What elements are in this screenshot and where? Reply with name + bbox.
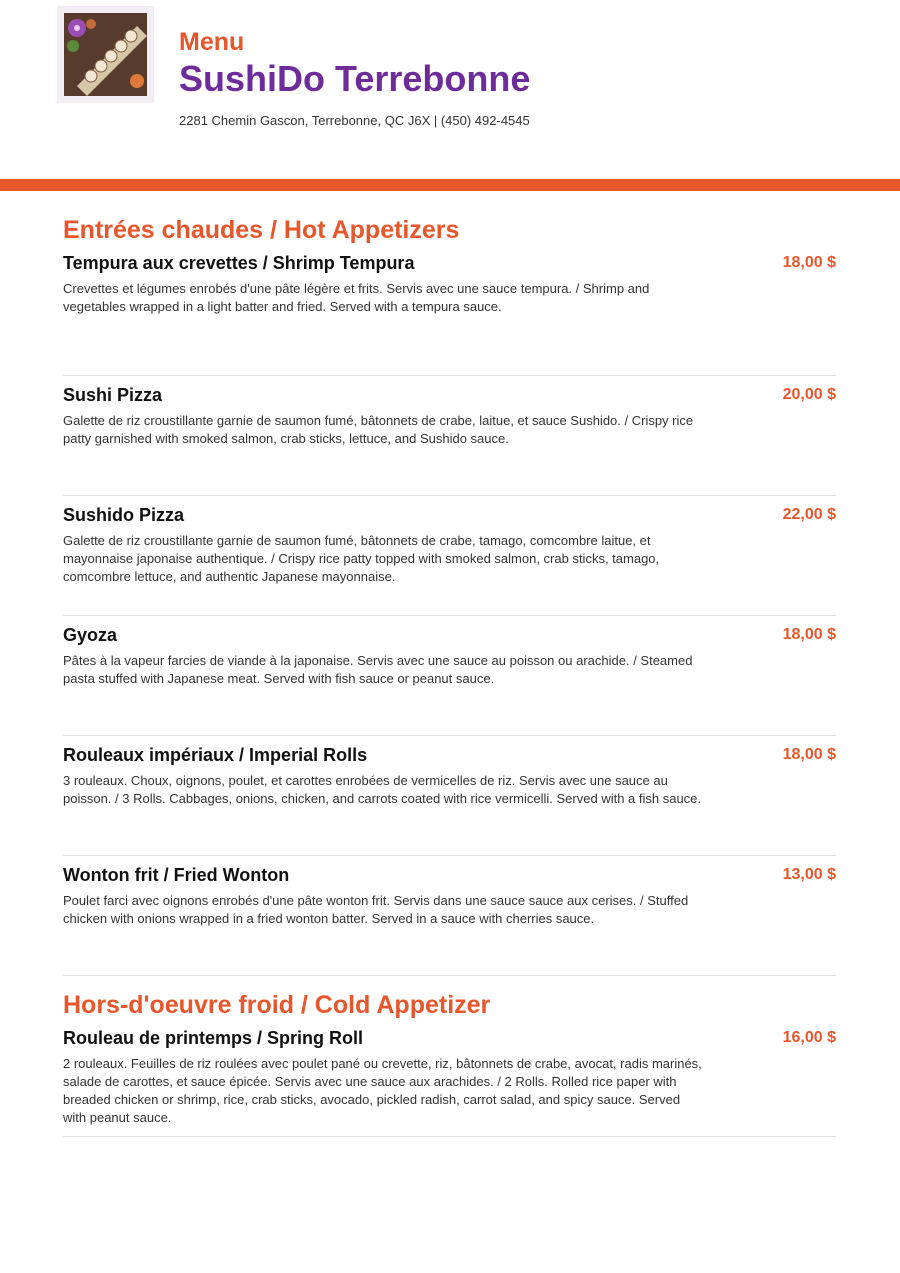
item-price: 18,00 $ (782, 626, 836, 643)
menu-item (63, 743, 836, 856)
section-title: Hors-d'oeuvre froid / Cold Appetizer (63, 991, 491, 1019)
item-price: 13,00 $ (782, 866, 836, 883)
item-name: Gyoza (63, 625, 118, 645)
section-title: Entrées chaudes / Hot Appetizers (63, 216, 460, 244)
item-name: Wonton frit / Fried Wonton (63, 865, 290, 885)
menu-section-cold-appetizer (63, 989, 836, 1137)
restaurant-name: SushiDo Terrebonne (179, 58, 531, 99)
item-description: 2 rouleaux. Feuilles de riz roulées avec poulet pané ou crevette, riz, bâtonnets de crabe, avocat, radis marinés, salade de carottes, et sauce épicée. Servis avec une sauce aux arachides. / 2 Rolls. Rolled rice paper with breaded chicken or shrimp, rice, crab sticks, avocado, pickled radish, carrot salad, and spicy sauce. Served with peanut sauce. (63, 1056, 702, 1125)
menu-item (63, 503, 836, 616)
menu-section-hot-appetizers (63, 214, 836, 976)
menu-item (63, 383, 836, 496)
menu-item (63, 623, 836, 736)
restaurant-address: 2281 Chemin Gascon, Terrebonne, QC J6X | (450) 492-4545 (179, 113, 530, 128)
item-description: 3 rouleaux. Choux, oignons, poulet, et carottes enrobées de vermicelles de riz. Servis avec une sauce au poisson. / 3 Rolls. Cabbages, onions, chicken, and carrots coated with rice vermicelli. Served with a fish sauce. (63, 773, 702, 806)
menu-item (63, 1026, 836, 1137)
menu-label: Menu (179, 28, 245, 56)
item-description: Galette de riz croustillante garnie de saumon fumé, bâtonnets de crabe, laitue, et sauce Sushido. / Crispy rice patty garnished with smoked salmon, crab sticks, lettuce, and Sushido sauce. (63, 413, 694, 446)
item-description: Poulet farci avec oignons enrobés d'une pâte wonton frit. Servis dans une sauce sauce aux cerises. / Stuffed chicken with onions wrapped in a fried wonton batter. Served in a sauce with cherries sauce. (63, 893, 689, 926)
item-name: Tempura aux crevettes / Shrimp Tempura (63, 253, 415, 273)
item-description: Crevettes et légumes enrobés d'une pâte légère et frits. Servis avec une sauce tempura. / Shrimp and vegetables wrapped in a light batter and fried. Served with a tempura sauce. (63, 281, 650, 314)
item-name: Sushido Pizza (63, 505, 185, 525)
menu-item (63, 863, 836, 976)
menu-header (179, 28, 530, 100)
item-price: 16,00 $ (782, 1029, 836, 1046)
item-description: Galette de riz croustillante garnie de saumon fumé, bâtonnets de crabe, tamago, comcombre laitue, et mayonnaise japonaise authentique. / Crispy rice patty topped with smoked salmon, crab sticks, tamago, comcombre lettuce, and authentic Japanese mayonnaise. (63, 533, 660, 584)
menu-content (63, 214, 836, 1137)
item-description: Pâtes à la vapeur farcies de viande à la japonaise. Servis avec une sauce au poisson ou arachide. / Steamed pasta stuffed with Japanese meat. Served with fish sauce or peanut sauce. (63, 653, 693, 686)
restaurant-logo (57, 6, 154, 103)
item-price: 20,00 $ (782, 386, 836, 403)
item-price: 22,00 $ (782, 506, 836, 523)
item-name: Rouleaux impériaux / Imperial Rolls (63, 745, 368, 765)
item-price: 18,00 $ (782, 746, 836, 763)
item-price: 18,00 $ (782, 254, 836, 271)
header-divider-band (0, 179, 900, 191)
menu-item (63, 251, 836, 376)
sushi-platter-photo-icon (57, 6, 154, 103)
item-name: Sushi Pizza (63, 385, 163, 405)
item-name: Rouleau de printemps / Spring Roll (63, 1028, 364, 1048)
